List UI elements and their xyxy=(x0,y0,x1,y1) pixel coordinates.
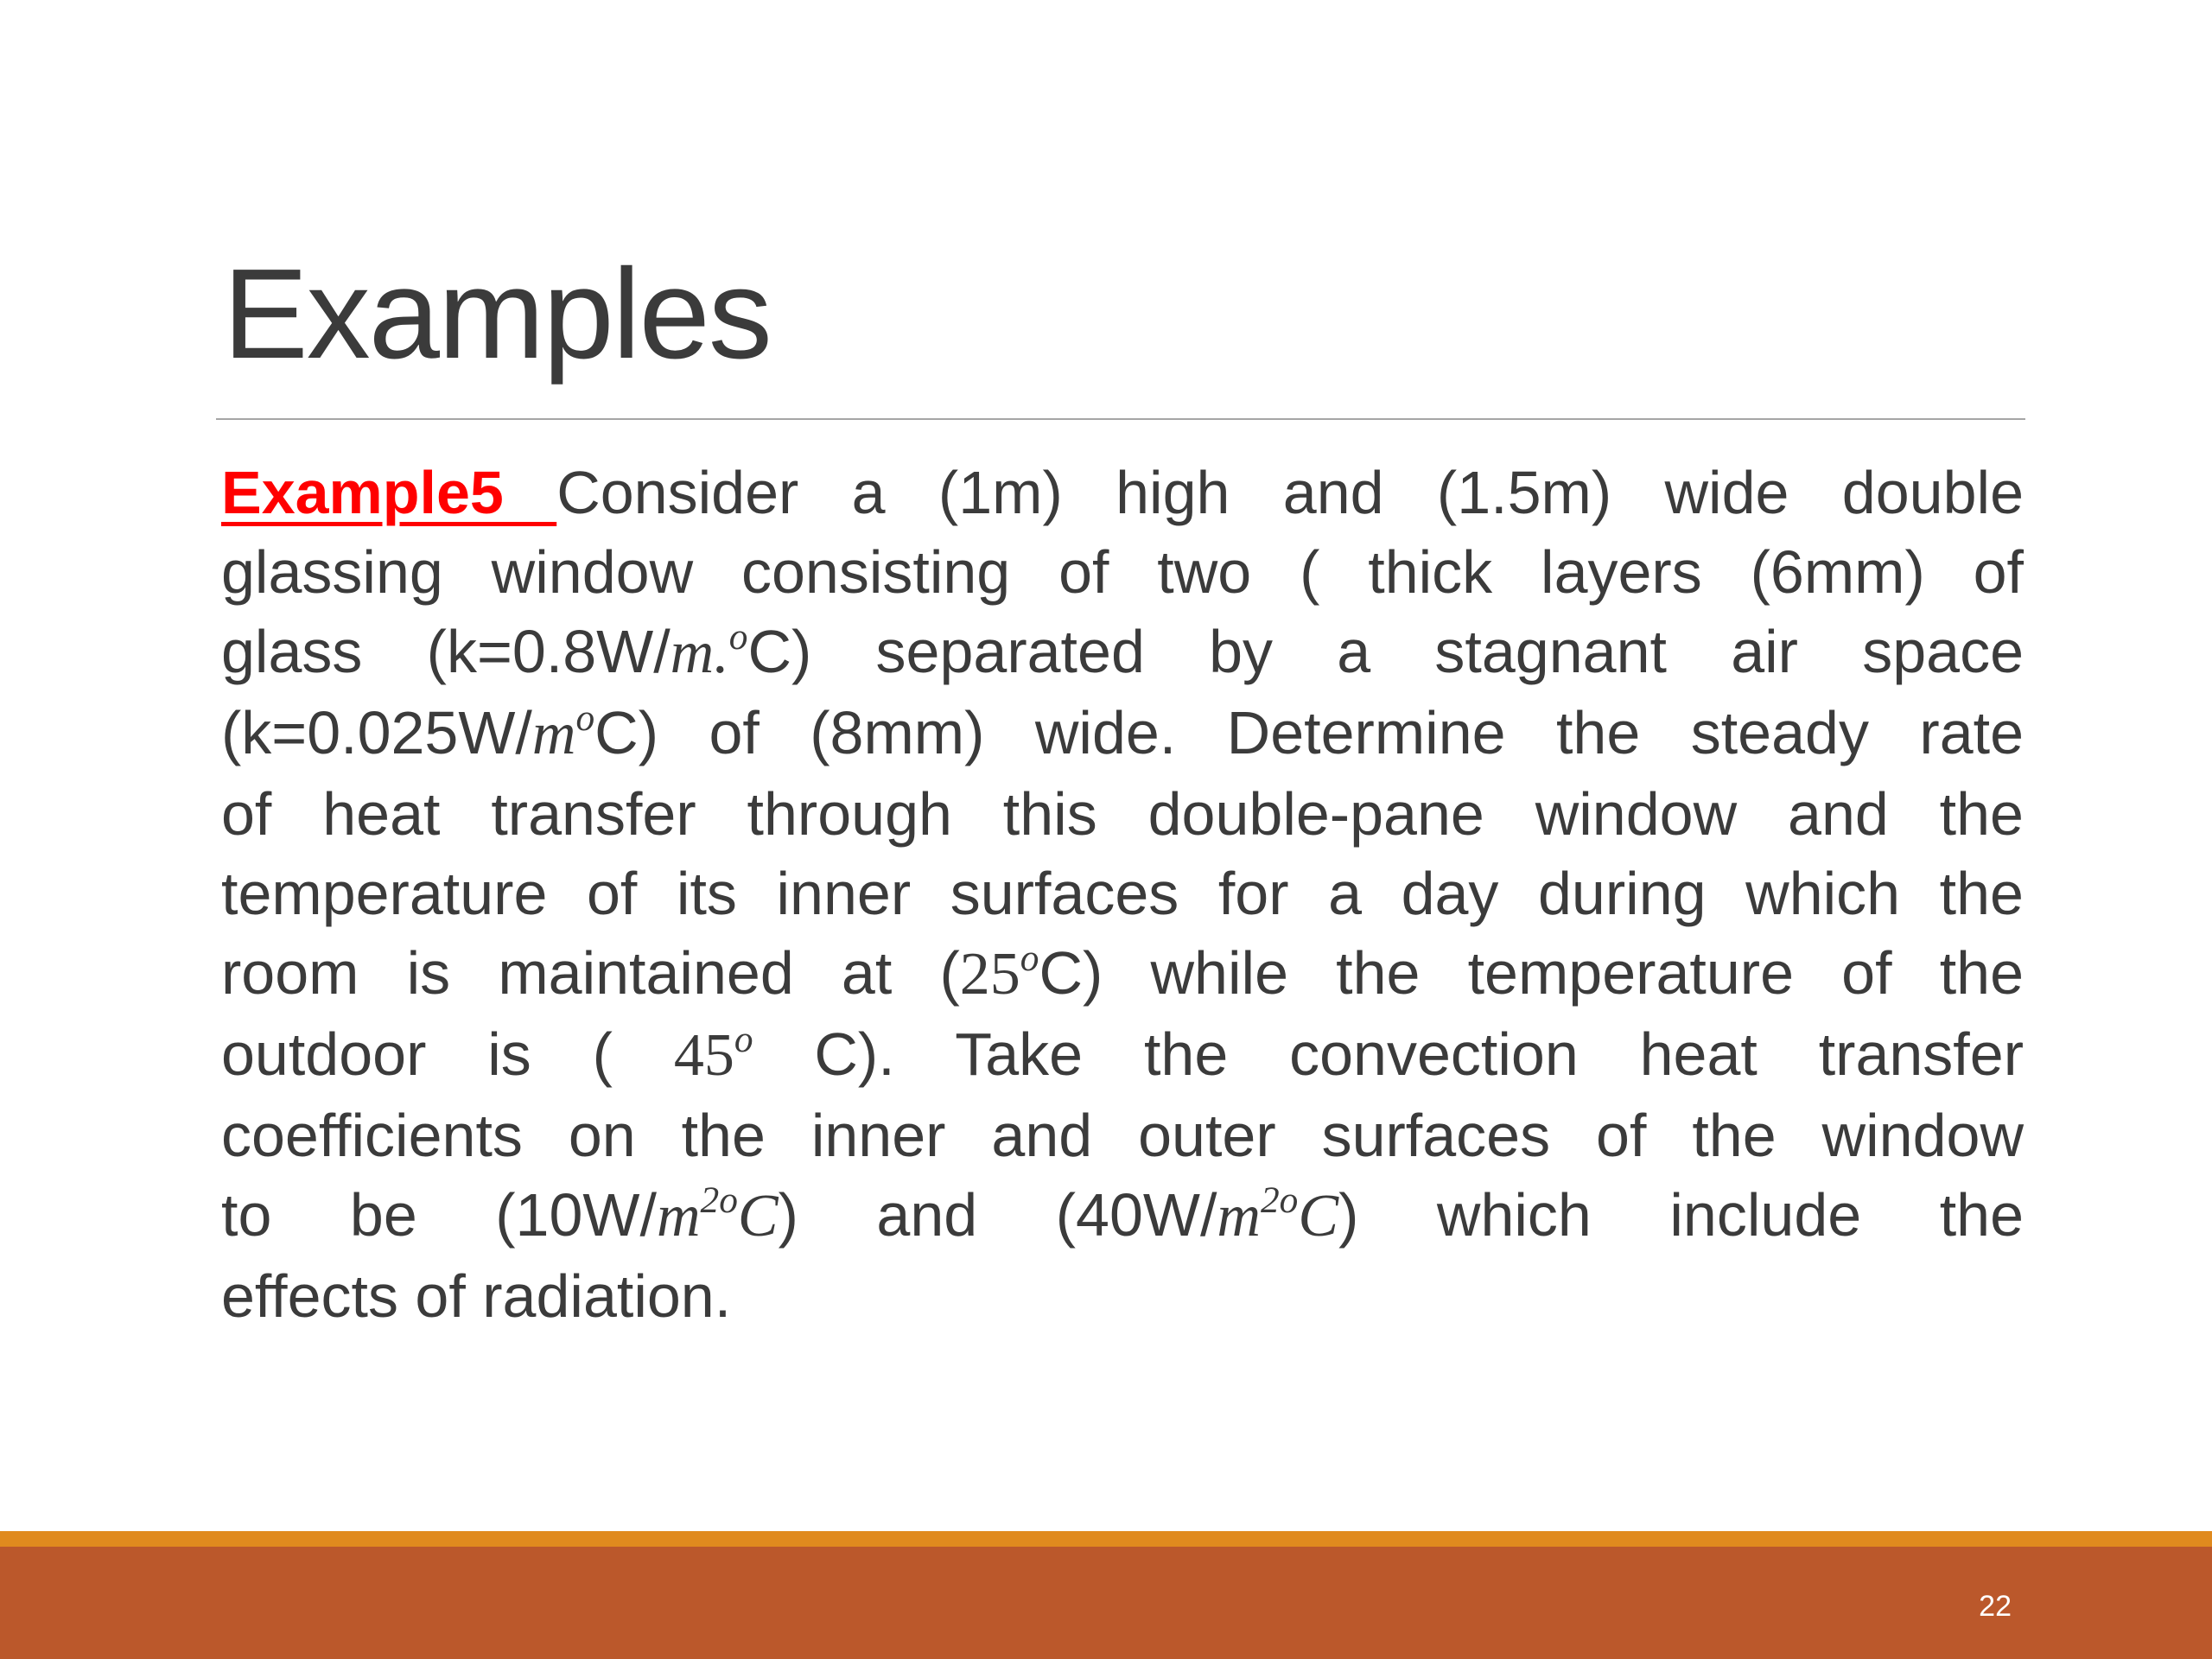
math-unit: m xyxy=(656,1183,701,1249)
degree-superscript: o xyxy=(734,1019,753,1061)
example-label: Example5 xyxy=(221,459,557,526)
paragraph-line-2 xyxy=(221,532,2024,612)
line-text: C) while the temperature of the xyxy=(1039,939,2024,1007)
footer-accent-line xyxy=(0,1531,2212,1547)
line-text: Consider a (1m) high and (1.5m) wide double xyxy=(556,459,2024,526)
line-text: to be (10W/ xyxy=(221,1181,657,1249)
degree-superscript: o xyxy=(728,616,748,658)
slide-title: Examples xyxy=(223,243,771,385)
math-value: 25 xyxy=(959,941,1020,1007)
title-divider xyxy=(216,418,2025,420)
line-text: ) which include the xyxy=(1338,1181,2024,1249)
math-unit: C xyxy=(1298,1183,1339,1249)
math-unit: m xyxy=(531,701,576,767)
degree-superscript: o xyxy=(1020,938,1039,980)
line-text: outdoor is ( xyxy=(221,1020,674,1088)
line-text: glass (k=0.8W/ xyxy=(221,618,671,685)
line-text: C) separated by a stagnant air space xyxy=(747,618,2024,685)
paragraph-line-1 xyxy=(221,453,2024,532)
slide-number: 22 xyxy=(1979,1590,2012,1623)
math-unit: C xyxy=(737,1183,779,1249)
math-value: 45 xyxy=(673,1022,734,1089)
math-unit: m xyxy=(1217,1183,1261,1249)
unit-superscript: 2o xyxy=(1260,1179,1299,1222)
footer-bar xyxy=(0,1547,2212,1659)
line-text: of heat transfer through this double-pane window and the xyxy=(221,780,2024,848)
example-paragraph xyxy=(221,453,2024,1336)
line-text: glassing window consisting of two ( thick layers (6mm) of xyxy=(221,538,2024,606)
degree-superscript: o xyxy=(575,697,595,740)
paragraph-line-6 xyxy=(221,854,2024,933)
unit-superscript: 2o xyxy=(700,1179,738,1222)
paragraph-line-8 xyxy=(221,1014,2024,1096)
paragraph-line-7 xyxy=(221,933,2024,1014)
paragraph-line-11 xyxy=(221,1256,2024,1336)
line-text: effects of radiation. xyxy=(221,1262,732,1330)
paragraph-line-10 xyxy=(221,1175,2024,1256)
paragraph-line-9 xyxy=(221,1096,2024,1175)
line-text: C) of (8mm) wide. Determine the steady rate xyxy=(594,699,2024,766)
paragraph-line-4 xyxy=(221,693,2024,774)
line-text: ) and (40W/ xyxy=(778,1181,1217,1249)
paragraph-line-5 xyxy=(221,774,2024,854)
line-text: coefficients on the inner and outer surfaces of the window xyxy=(221,1102,2024,1169)
line-text: temperature of its inner surfaces for a day during which the xyxy=(221,860,2024,927)
line-text: C). Take the convection heat transfer xyxy=(753,1020,2024,1088)
paragraph-line-3 xyxy=(221,612,2024,693)
line-text: room is maintained at ( xyxy=(221,939,960,1007)
math-unit: m. xyxy=(670,620,729,686)
line-text: (k=0.025W/ xyxy=(221,699,532,766)
